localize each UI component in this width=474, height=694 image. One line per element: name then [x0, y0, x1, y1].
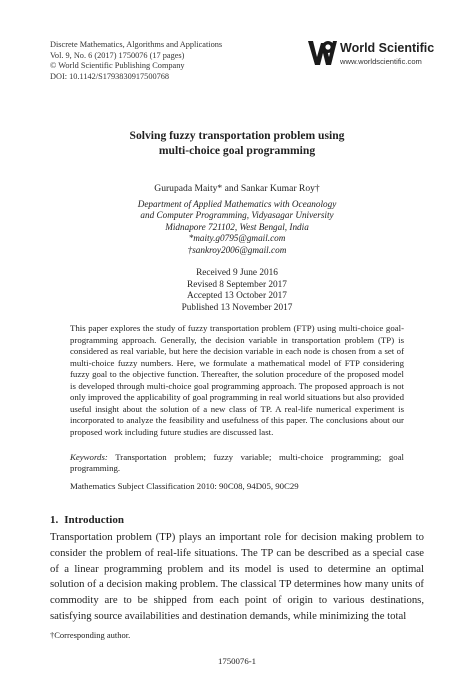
logo-url[interactable]: www.worldscientific.com: [340, 57, 422, 66]
affiliation: [0, 199, 474, 256]
email-link[interactable]: *maity.g0795@gmail.com: [188, 233, 286, 244]
world-scientific-logo-icon: [306, 37, 338, 69]
journal-line: Discrete Mathematics, Algorithms and Applications: [50, 40, 223, 49]
date-accepted: Accepted 13 October 2017: [187, 291, 287, 301]
keywords-label: Keywords:: [70, 452, 108, 462]
paper-title: [0, 128, 474, 158]
abstract-text: This paper explores the study of fuzzy transportation problem (FTP) using multi-choice goal-programming approach. Generally, the decision variable in transportation problem (TP) is considered as real variable, but here the decision variable in each node is chosen from a set of multi-choice fuzzy numbers. Here, we formulate a mathematical model of FTP considering fuzzy goal to the objective function. Thereafter, the solution procedure of the proposed model is developed through multi-choice goal programming approach. The proposed approach is not only improved the applicability of goal programming in real world situations but also provided useful insight about the solution of a new class of TP. A real-life numerical experiment is incorporated to analyze the feasibility and usefulness of this paper. The conclusions about our proposed work including future studies are discussed last.: [70, 323, 404, 437]
footnote: †Corresponding author.: [50, 630, 131, 640]
email-link[interactable]: †sankroy2006@gmail.com: [187, 244, 287, 255]
journal-info: [50, 40, 222, 82]
title-line: multi-choice goal programming: [158, 144, 316, 157]
logo-name: World Scientific: [340, 41, 435, 55]
journal-line: Vol. 9, No. 6 (2017) 1750076 (17 pages): [50, 50, 185, 60]
journal-line: © World Scientific Publishing Company: [50, 61, 185, 71]
date-received: Received 9 June 2016: [196, 268, 278, 278]
journal-line: DOI: 10.1142/S1793830917500768: [50, 71, 170, 81]
body-paragraph: Transportation problem (TP) plays an important role for decision making problem to consider the problem of real-life situations. The TP can be described as a special case of a linear programming problem and its model is used to determine an optimal solution of a decision making problem. The classical TP determines how many units of commodity are to be shipped from each point of origin to various destinations, satisfying source availabilities and destination demands, while minimizing the total: [50, 531, 424, 622]
article-dates: [0, 268, 474, 314]
keywords: [70, 452, 404, 475]
affiliation-line: and Computer Programming, Vidyasagar University: [140, 210, 334, 221]
keywords-text: Transportation problem; fuzzy variable; multi-choice programming; goal programming.: [70, 452, 404, 474]
msc-classification: Mathematics Subject Classification 2010: 90C08, 94D05, 90C29: [70, 481, 299, 491]
page-number: 1750076-1: [217, 656, 257, 666]
date-revised: Revised 8 September 2017: [187, 279, 287, 290]
section-title: Introduction: [64, 514, 124, 526]
section-heading: [50, 514, 124, 526]
section-number: 1.: [50, 514, 59, 526]
title-line: Solving fuzzy transportation problem using: [129, 129, 345, 142]
section-body: [50, 530, 424, 625]
affiliation-line: Department of Applied Mathematics with Oceanology: [137, 199, 337, 209]
publisher-logo[interactable]: [306, 37, 456, 71]
authors: Gurupada Maity* and Sankar Kumar Roy†: [154, 183, 320, 194]
date-published: Published 13 November 2017: [181, 302, 293, 313]
affiliation-line: Midnapore 721102, West Bengal, India: [165, 221, 309, 232]
abstract: [70, 323, 404, 438]
